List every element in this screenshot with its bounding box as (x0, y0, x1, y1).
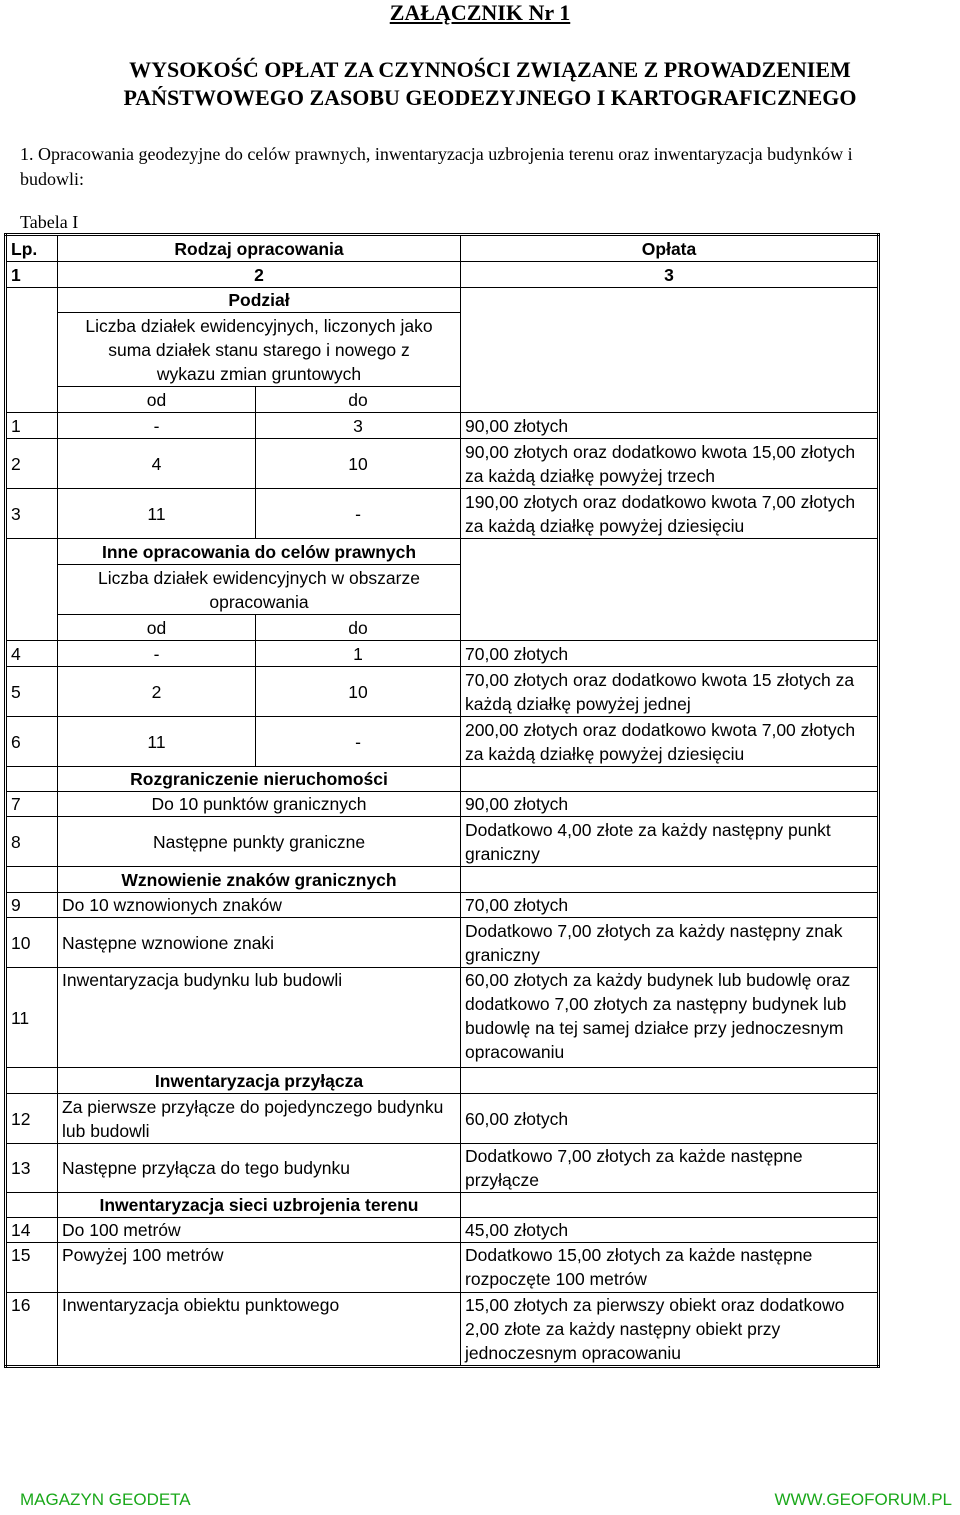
row-lp: 3 (6, 489, 58, 539)
row-to: - (256, 489, 461, 539)
row-description: Za pierwsze przyłącze do pojedynczego budynku lub budowli (58, 1094, 461, 1144)
row-fee: 90,00 złotych oraz dodatkowo kwota 15,00 złotych za każdą działkę powyżej trzech (461, 439, 879, 489)
section-title-przylacza: Inwentaryzacja przyłącza (58, 1068, 461, 1094)
table-row (6, 667, 879, 717)
row-lp: 4 (6, 641, 58, 667)
table-row (6, 489, 879, 539)
document-title: ZAŁĄCZNIK Nr 1 (389, 0, 571, 25)
row-fee: Dodatkowo 7,00 złotych za każde następne przyłącze (461, 1144, 879, 1193)
row-to: - (256, 717, 461, 767)
section-description-podzial: Liczba działek ewidencyjnych, liczonych jako suma działek stanu starego i nowego z wykazu zmian gruntowych (58, 313, 461, 387)
section-header-row (6, 767, 879, 792)
table-row (6, 717, 879, 767)
row-description: Do 10 wznowionych znaków (58, 893, 461, 918)
section-header-row (6, 1193, 879, 1218)
empty-cell (461, 1068, 879, 1094)
empty-cell (6, 767, 58, 792)
section-title-wznowienie: Wznowienie znaków granicznych (58, 867, 461, 893)
row-from: 2 (58, 667, 256, 717)
heading-line-2: PAŃSTWOWEGO ZASOBU GEODEZYJNEGO I KARTOGRAFICZNEGO (123, 85, 857, 110)
empty-cell (6, 1193, 58, 1218)
row-fee: 70,00 złotych (461, 641, 879, 667)
row-from: - (58, 413, 256, 439)
row-lp: 16 (6, 1293, 58, 1367)
section-header-row (6, 1068, 879, 1094)
col-number-1: 1 (6, 262, 58, 288)
table-row (6, 1094, 879, 1144)
table-row (6, 1243, 879, 1293)
section-description-inne: Liczba działek ewidencyjnych w obszarze opracowania (58, 565, 461, 615)
row-lp: 11 (6, 968, 58, 1068)
od-label: od (58, 387, 256, 413)
section-title-rozgraniczenie: Rozgraniczenie nieruchomości (58, 767, 461, 792)
empty-cell (6, 867, 58, 893)
section-header-row (6, 867, 879, 893)
section-title-inne: Inne opracowania do celów prawnych (58, 539, 461, 565)
table-row (6, 1293, 879, 1367)
table-row (6, 893, 879, 918)
row-lp: 13 (6, 1144, 58, 1193)
row-description: Do 10 punktów granicznych (58, 792, 461, 817)
row-description: Inwentaryzacja obiektu punktowego (58, 1293, 461, 1367)
row-fee: 70,00 złotych (461, 893, 879, 918)
row-description: Powyżej 100 metrów (58, 1243, 461, 1293)
do-label: do (256, 615, 461, 641)
header-type: Rodzaj opracowania (58, 235, 461, 262)
table-row (6, 1218, 879, 1243)
section-header-row (6, 288, 879, 313)
row-from: 11 (58, 489, 256, 539)
table-row (6, 1144, 879, 1193)
header-fee: Opłata (461, 235, 879, 262)
section-header-row (6, 539, 879, 565)
table-row (6, 413, 879, 439)
document-heading (0, 56, 960, 112)
row-from: 4 (58, 439, 256, 489)
table-row (6, 641, 879, 667)
empty-cell (6, 288, 58, 413)
row-lp: 14 (6, 1218, 58, 1243)
section-title-sieci: Inwentaryzacja sieci uzbrojenia terenu (58, 1193, 461, 1218)
row-fee: Dodatkowo 15,00 złotych za każde następne rozpoczęte 100 metrów (461, 1243, 879, 1293)
empty-cell (461, 288, 879, 413)
intro-paragraph: 1. Opracowania geodezyjne do celów prawnych, inwentaryzacja uzbrojenia terenu oraz inwentaryzacja budynków i budowli: (20, 144, 853, 189)
row-lp: 2 (6, 439, 58, 489)
od-label: od (58, 615, 256, 641)
row-lp: 5 (6, 667, 58, 717)
row-description: Następne wznowione znaki (58, 918, 461, 968)
row-description: Inwentaryzacja budynku lub budowli (58, 968, 461, 1068)
row-description: Do 100 metrów (58, 1218, 461, 1243)
row-lp: 15 (6, 1243, 58, 1293)
table-row (6, 918, 879, 968)
row-lp: 9 (6, 893, 58, 918)
fee-table (4, 233, 880, 1368)
row-to: 3 (256, 413, 461, 439)
row-to: 10 (256, 667, 461, 717)
do-label: do (256, 387, 461, 413)
row-fee: 15,00 złotych za pierwszy obiekt oraz dodatkowo 2,00 złote za każdy następny obiekt przy jednoczesnym opracowaniu (461, 1293, 879, 1367)
col-number-3: 3 (461, 262, 879, 288)
table-row (6, 792, 879, 817)
footer-right-text: WWW.GEOFORUM.PL (774, 1490, 952, 1509)
row-fee: 45,00 złotych (461, 1218, 879, 1243)
empty-cell (6, 539, 58, 641)
row-lp: 8 (6, 817, 58, 867)
empty-cell (461, 1193, 879, 1218)
header-lp: Lp. (6, 235, 58, 262)
row-lp: 12 (6, 1094, 58, 1144)
empty-cell (461, 767, 879, 792)
row-fee: 90,00 złotych (461, 413, 879, 439)
row-fee: Dodatkowo 7,00 złotych za każdy następny znak graniczny (461, 918, 879, 968)
table-row (6, 439, 879, 489)
table-header-row (6, 235, 879, 262)
row-fee: 190,00 złotych oraz dodatkowo kwota 7,00 złotych za każdą działkę powyżej dziesięciu (461, 489, 879, 539)
table-row (6, 968, 879, 1068)
row-description: Następne przyłącza do tego budynku (58, 1144, 461, 1193)
row-fee: 70,00 złotych oraz dodatkowo kwota 15 złotych za każdą działkę powyżej jednej (461, 667, 879, 717)
column-number-row (6, 262, 879, 288)
row-description: Następne punkty graniczne (58, 817, 461, 867)
col-number-2: 2 (58, 262, 461, 288)
row-lp: 7 (6, 792, 58, 817)
section-title-podzial: Podział (58, 288, 461, 313)
row-lp: 10 (6, 918, 58, 968)
row-to: 1 (256, 641, 461, 667)
row-lp: 6 (6, 717, 58, 767)
row-fee: Dodatkowo 4,00 złote za każdy następny punkt graniczny (461, 817, 879, 867)
row-from: - (58, 641, 256, 667)
table-caption: Tabela I (20, 212, 79, 232)
row-fee: 60,00 złotych za każdy budynek lub budowlę oraz dodatkowo 7,00 złotych za następny budynek lub budowlę na tej samej działce przy jednoczesnym opracowaniu (461, 968, 879, 1068)
empty-cell (461, 867, 879, 893)
footer-left-text: MAGAZYN GEODETA (20, 1490, 191, 1509)
row-fee: 200,00 złotych oraz dodatkowo kwota 7,00 złotych za każdą działkę powyżej dziesięciu (461, 717, 879, 767)
row-from: 11 (58, 717, 256, 767)
empty-cell (6, 1068, 58, 1094)
row-fee: 90,00 złotych (461, 792, 879, 817)
row-lp: 1 (6, 413, 58, 439)
heading-line-1: WYSOKOŚĆ OPŁAT ZA CZYNNOŚCI ZWIĄZANE Z PROWADZENIEM (129, 57, 851, 82)
empty-cell (461, 539, 879, 641)
row-fee: 60,00 złotych (461, 1094, 879, 1144)
row-to: 10 (256, 439, 461, 489)
table-row (6, 817, 879, 867)
